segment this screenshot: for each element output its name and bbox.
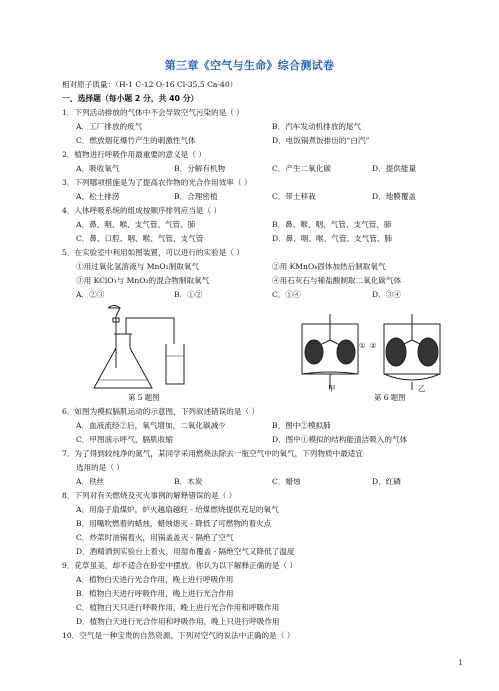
option: D．图中①模拟的结构能清洁吸入的气体 — [272, 435, 408, 444]
option: B．分解有机物 — [174, 164, 226, 173]
figure-5-apparatus — [86, 304, 196, 396]
option: A．鼻、咽、喉、支气管、气管、肺 — [76, 220, 196, 229]
option: C．鼻、口腔、咽、喉、气管、支气管 — [76, 234, 204, 243]
statement: ①用过氧化氢溶液与 MnO₂制取氧气 — [76, 262, 200, 271]
question-3: 3．下列哪项措施是为了提高农作物的光合作用效率（ ） — [62, 178, 252, 187]
svg-text:①: ① — [359, 342, 366, 350]
option: B．①② — [174, 290, 203, 299]
option: A．吸收氧气 — [76, 164, 120, 173]
option: B．图中②模拟肺 — [272, 421, 331, 430]
option: A．②③ — [76, 290, 105, 299]
question-7: 7．为了得到较纯净的氮气，某同学采用燃烧法除去一瓶空气中的氧气，下列物质中最适宜 — [62, 449, 363, 458]
option: C．植物白天只进行呼吸作用，晚上进行光合作用和呼吸作用 — [76, 603, 280, 612]
section-heading: 一、选择题（每小题 2 分，共 40 分） — [62, 94, 199, 103]
option: D．③④ — [372, 290, 401, 299]
question-4: 4．人体呼吸系统的组成按顺序排列应当是（ ） — [62, 206, 222, 215]
option: D．酒精洒到实验台上着火，用湿布覆盖 - 隔绝空气又降低了温度 — [76, 547, 295, 556]
option: B．木炭 — [174, 477, 203, 486]
option: A．松土排涝 — [76, 192, 120, 201]
option: C．炒菜时油锅着火，用锅盖盖灭 - 隔绝了空气 — [76, 533, 234, 542]
option: A．植物白天进行光合作用，晚上进行呼吸作用 — [76, 575, 234, 584]
option: B．鼻、喉、咽、气管、支气管、肺 — [272, 220, 392, 229]
option: D．鼻、咽、喉、气管、支气管、肺 — [272, 234, 392, 243]
question-1: 1．下列活动排放的气体中不会导致空气污染的是（ ） — [62, 108, 244, 117]
figure-6-breathing-model — [296, 310, 446, 392]
option: A．工厂排放的废气 — [76, 122, 143, 131]
figure-6-caption: 第 6 题图 — [374, 393, 406, 402]
option: B．植物白天进行呼吸作用，晚上进行光合作用 — [76, 589, 234, 598]
atomic-mass-line: 相对原子质量：（H-1 C-12 O-16 Cl-35.5 Ca-40） — [62, 80, 238, 89]
question-2: 2．植物进行呼吸作用最重要的意义是（ ） — [62, 150, 206, 159]
question-7-continued: 选用的是（ ） — [76, 463, 124, 472]
option: A．用扇子扇煤炉，炉火越扇越旺 - 给煤燃烧提供充足的氧气 — [76, 505, 279, 514]
option: C．①④ — [272, 290, 301, 299]
option: D．提供能量 — [372, 164, 417, 173]
option: A．铁丝 — [76, 477, 105, 486]
option: A．血液流经②后，氧气增加，二氧化碳减少 — [76, 421, 226, 430]
figure-5-caption: 第 5 题图 — [128, 393, 160, 402]
question-5: 5．在实验室中利用如图装置，可以进行的实验是（ ） — [62, 248, 244, 257]
option: B．合理密植 — [174, 192, 218, 201]
option: C．产生二氧化碳 — [272, 164, 331, 173]
option: D．红磷 — [372, 477, 401, 486]
svg-text:②: ② — [370, 342, 377, 350]
figure-6-label-yi: 乙 — [418, 384, 426, 393]
option: C．燃放烟花爆竹产生的刺激性气体 — [76, 136, 196, 145]
question-10: 10．空气是一种宝贵的自然资源。下列对空气的说法中正确的是（ ） — [62, 631, 295, 640]
option: C．带土移栽 — [272, 192, 316, 201]
option: B．用嘴吹燃着的蜡烛，蜡烛熄灭 - 降低了可燃物的着火点 — [76, 519, 272, 528]
page-number: 1 — [458, 659, 463, 667]
question-6: 6．如图为模拟膈肌运动的示意图，下列叙述错误的是（ ） — [62, 407, 260, 416]
question-9: 9．花草虽美，却不适合在卧室中摆放。你认为以下解释正确的是（ ） — [62, 561, 298, 570]
statement: ④用石灰石与稀盐酸制取二氧化碳气体 — [272, 276, 402, 285]
option: D．电饭锅煮饭排出的“白汽” — [272, 136, 370, 145]
question-8: 8．下列对有关燃烧及灭火事例的解释错误的是（ ） — [62, 491, 237, 500]
option: C．甲图演示呼气，膈肌收缩 — [76, 435, 173, 444]
option: D．植物白天进行光合作用和呼吸作用，晚上只进行呼吸作用 — [76, 617, 280, 626]
page-title: 第三章《空气与生命》综合测试卷 — [164, 59, 335, 72]
option: B．汽车发动机排放的尾气 — [272, 122, 362, 131]
option: C．蜡烛 — [272, 477, 301, 486]
figure-6-label-jia: 甲 — [328, 384, 336, 393]
option: D．地膜覆盖 — [372, 192, 417, 201]
statement: ②用 KMnO₄固体加热后制取氧气 — [272, 262, 386, 271]
statement: ③用 KClO₃与 MnO₂的混合物制取氧气 — [76, 276, 210, 285]
